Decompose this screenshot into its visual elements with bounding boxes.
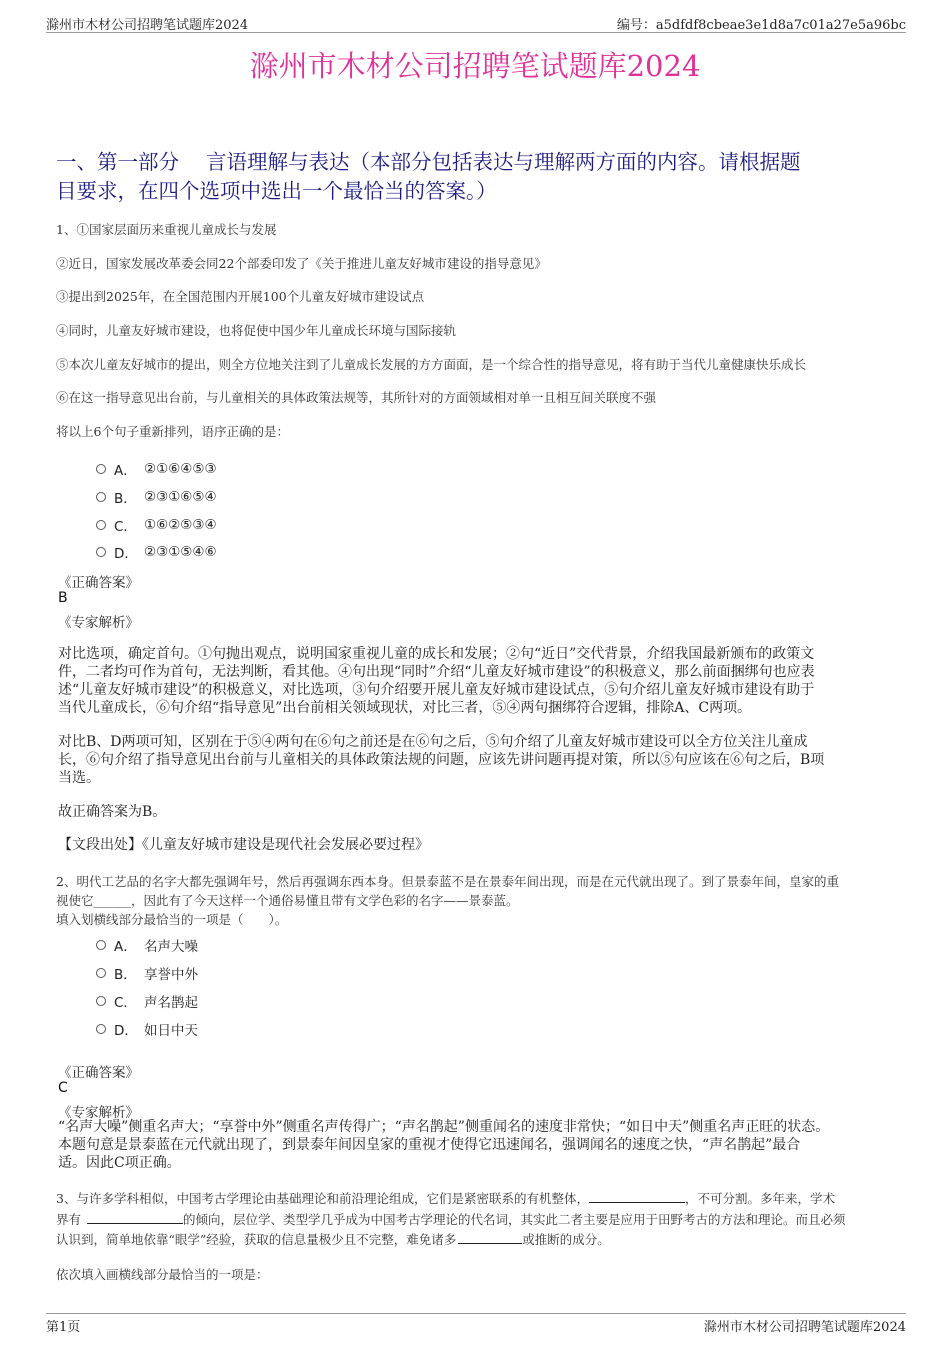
q1-sentence-3: ③提出到2025年，在全国范围内开展100个儿童友好城市建设试点	[56, 289, 425, 304]
header-divider	[46, 32, 906, 33]
q3-stem-line-1	[56, 1190, 906, 1208]
q1-conclusion: 故正确答案为B。	[58, 804, 167, 820]
q2-analysis-paragraph	[58, 1118, 888, 1172]
q2-answer: C	[58, 1080, 68, 1096]
q1-source: 【文段出处】《儿童友好城市建设是现代社会发展必要过程》	[58, 837, 429, 853]
q1-analysis-paragraph-1	[58, 645, 888, 717]
q3-stem-line-3	[56, 1231, 906, 1249]
q2-analysis-label: 《专家解析》	[58, 1105, 139, 1121]
header-title: 滁州市木材公司招聘笔试题库2024	[46, 18, 249, 33]
q1-sentence-6: ⑥在这一指导意见出台前，与儿童相关的具体政策法规等，其所针对的方面领域相对单一且相互间关联度不强	[56, 390, 657, 405]
option-text: ②③①⑤④⑥	[144, 544, 217, 560]
q1-sentence-1: 1、①国家层面历来重视儿童成长与发展	[56, 222, 277, 237]
text-segment: 或推断的成分。	[522, 1232, 610, 1247]
option-letter: B．	[114, 491, 137, 507]
q3-prompt: 依次填入画横线部分最恰当的一项是：	[56, 1267, 269, 1282]
q1-option-c[interactable]	[96, 515, 217, 535]
q1-option-a[interactable]	[96, 459, 217, 479]
text-line: 长，⑥句介绍了指导意见出台前与儿童相关的具体政策法规的问题，应该先讲问题再提对策，所以⑤句应该在⑥句之后，B项	[58, 752, 825, 768]
footer-divider	[46, 1313, 906, 1314]
option-letter: A．	[114, 463, 137, 479]
text-segment: 的倾向，层位学、类型学几乎成为中国考古学理论的代名词，其实此二者主要是应用于田野考古的方法和理论。而且必须	[183, 1212, 846, 1227]
q1-sentence-4: ④同时，儿童友好城市建设，也将促使中国少年儿童成长环境与国际接轨	[56, 323, 457, 338]
option-text: ②③①⑥⑤④	[144, 489, 217, 505]
text-line: 对比选项，确定首句。①句抛出观点，说明国家重视儿童的成长和发展；②句“近日”交代背景，介绍我国最新颁布的政策文	[58, 646, 815, 662]
section-heading-line-1: 一、第一部分 言语理解与表达（本部分包括表达与理解两方面的内容。请根据题	[56, 150, 801, 174]
text-line: 适。因此C项正确。	[58, 1155, 181, 1171]
option-letter: A．	[114, 939, 137, 955]
q2-option-c[interactable]	[96, 991, 198, 1011]
radio-icon[interactable]	[96, 547, 106, 557]
text-line: 对比B、D两项可知，区别在于⑤④两句在⑥句之前还是在⑥句之后，⑤句介绍了儿童友好城市建设可以全方位关注儿童成	[58, 734, 808, 750]
page-number: 第1页	[46, 1320, 81, 1335]
fill-blank-3	[458, 1231, 522, 1244]
q2-option-d[interactable]	[96, 1019, 198, 1039]
text-segment: 认识到，简单地依靠“眼学”经验，获取的信息量极少且不完整，难免诸多	[56, 1232, 457, 1247]
q2-answer-label: 《正确答案》	[58, 1065, 139, 1081]
radio-icon[interactable]	[96, 520, 106, 530]
q1-sentence-2: ②近日，国家发展改革委会同22个部委印发了《关于推进儿童友好城市建设的指导意见》	[56, 256, 547, 271]
option-text: ①⑥②⑤③④	[144, 517, 217, 533]
footer-title: 滁州市木材公司招聘笔试题库2024	[703, 1320, 906, 1335]
document-id: 编号：a5dfdf8cbeae3e1d8a7c01a27e5a96bc	[616, 18, 906, 33]
q2-stem-line-2: 视使它______，因此有了今天这样一个通俗易懂且带有文学色彩的名字——景泰蓝。	[56, 893, 519, 908]
text-line: 本题句意是景泰蓝在元代就出现了，到景泰年间因皇家的重视才使得它迅速闻名，强调闻名的速度之快，“声名鹊起”最合	[58, 1137, 801, 1153]
text-segment: 界有	[56, 1212, 82, 1227]
page-title: 滁州市木材公司招聘笔试题库2024	[249, 49, 701, 83]
option-letter: D．	[114, 546, 138, 562]
section-heading	[56, 148, 896, 206]
q1-answer-label: 《正确答案》	[58, 575, 139, 591]
text-line: 当选。	[58, 770, 100, 786]
section-heading-line-2: 目要求，在四个选项中选出一个最恰当的答案。）	[56, 179, 497, 203]
q2-option-a[interactable]	[96, 935, 198, 955]
q1-analysis-paragraph-2	[58, 733, 888, 787]
option-text: 声名鹊起	[144, 995, 198, 1011]
q1-answer: B	[58, 590, 68, 606]
text-line: 述“儿童友好城市建设”的积极意义，对比选项，③句介绍要开展儿童友好城市建设试点，⑤句介绍儿童友好城市建设有助于	[58, 682, 815, 698]
text-line: 当代儿童成长，⑥句介绍“指导意见”出台前相关领域现状，对比三者，⑤④两句捆绑符合逻辑，排除A、C两项。	[58, 700, 752, 716]
fill-blank-1	[589, 1190, 685, 1203]
option-letter: B．	[114, 967, 137, 983]
q1-option-d[interactable]	[96, 542, 217, 562]
q2-prompt: 填入划横线部分最恰当的一项是（ ）。	[56, 912, 288, 927]
text-segment: ，不可分割。多年来，学术	[684, 1191, 835, 1206]
option-letter: D．	[114, 1023, 138, 1039]
option-text: 名声大噪	[144, 939, 198, 955]
option-text: 如日中天	[144, 1023, 198, 1039]
radio-icon[interactable]	[96, 996, 106, 1006]
radio-icon[interactable]	[96, 464, 106, 474]
option-text: 享誉中外	[144, 967, 198, 983]
q3-stem-line-2	[56, 1211, 906, 1229]
fill-blank-2	[87, 1211, 183, 1224]
q2-option-b[interactable]	[96, 963, 198, 983]
option-letter: C．	[114, 519, 137, 535]
q2-stem-line-1: 2、明代工艺品的名字大都先强调年号，然后再强调东西本身。但景泰蓝不是在景泰年间出现，而是在元代就出现了。到了景泰年间，皇家的重	[56, 874, 839, 889]
radio-icon[interactable]	[96, 492, 106, 502]
option-text: ②①⑥④⑤③	[144, 461, 217, 477]
text-line: “名声大噪”侧重名声大；“享誉中外”侧重名声传得广；“声名鹊起”侧重闻名的速度非常快；“如日中天”侧重名声正旺的状态。	[58, 1119, 830, 1135]
radio-icon[interactable]	[96, 968, 106, 978]
option-letter: C．	[114, 995, 137, 1011]
text-segment: 3、与许多学科相似，中国考古学理论由基础理论和前沿理论组成，它们是紧密联系的有机整体，	[56, 1191, 589, 1206]
q1-analysis-label: 《专家解析》	[58, 615, 139, 631]
text-line: 件，二者均可作为首句，无法判断，看其他。④句出现“同时”介绍“儿童友好城市建设”的积极意义，那么前面捆绑句也应表	[58, 664, 815, 680]
radio-icon[interactable]	[96, 940, 106, 950]
radio-icon[interactable]	[96, 1024, 106, 1034]
q1-option-b[interactable]	[96, 487, 217, 507]
q1-prompt: 将以上6个句子重新排列，语序正确的是：	[56, 424, 289, 439]
q1-sentence-5: ⑤本次儿童友好城市的提出，则全方位地关注到了儿童成长发展的方方面面，是一个综合性的指导意见，将有助于当代儿童健康快乐成长	[56, 357, 807, 372]
